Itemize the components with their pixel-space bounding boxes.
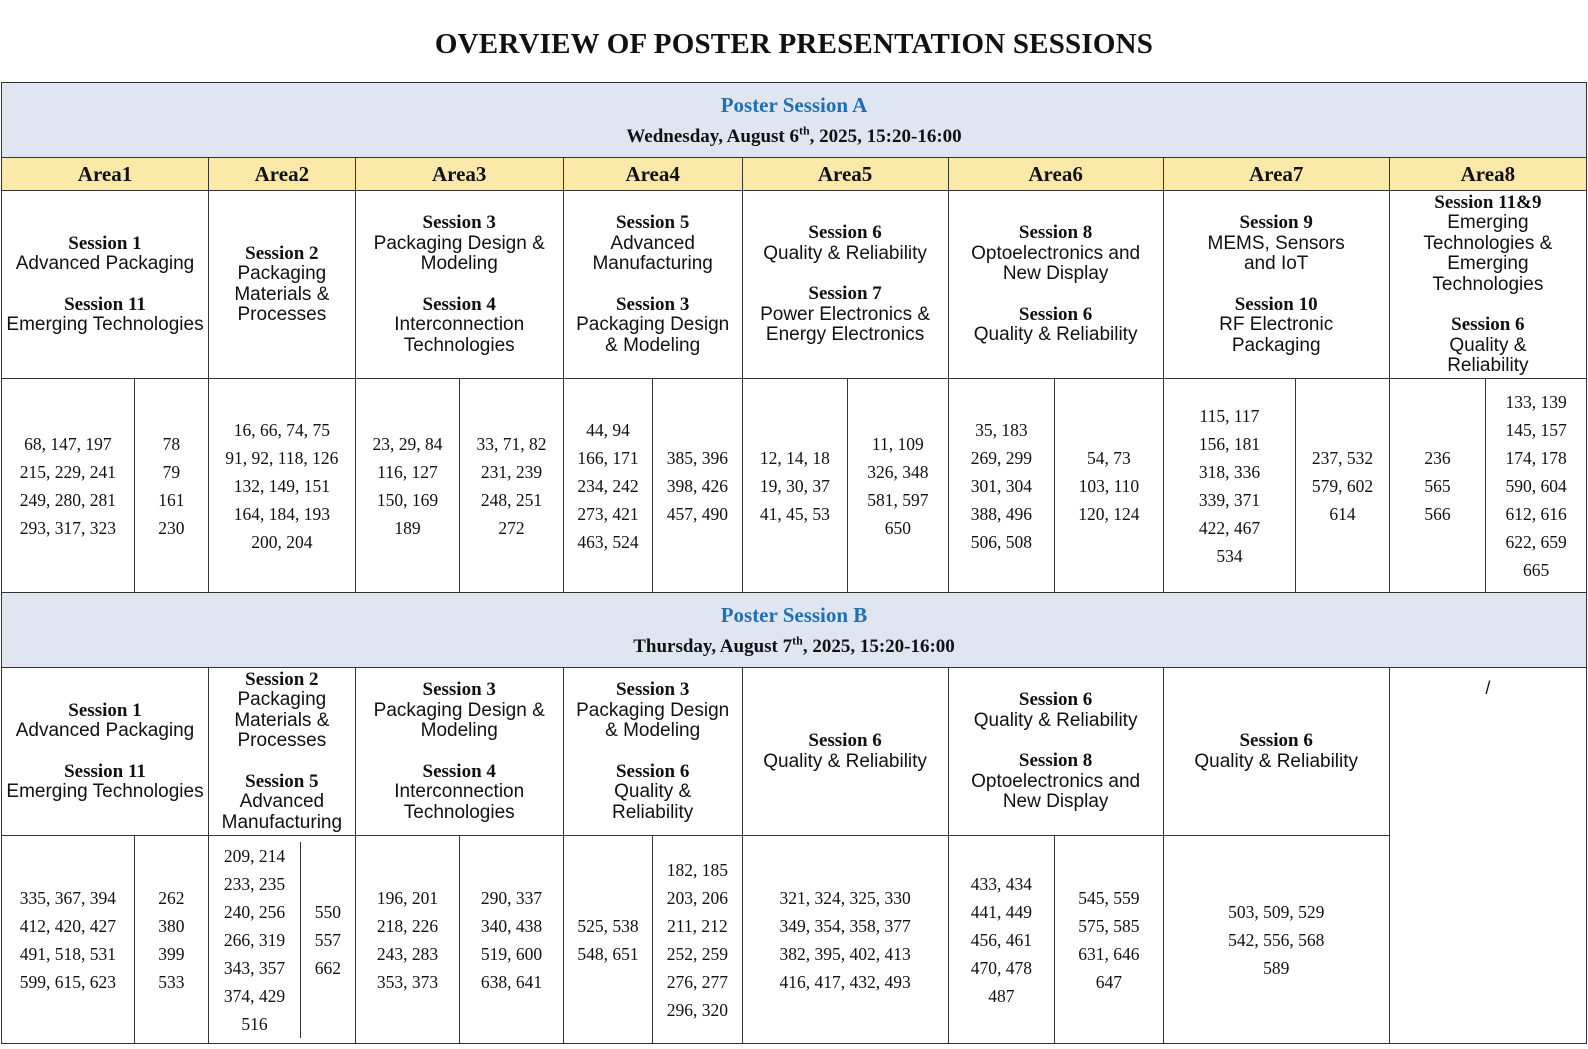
session-name: Emerging Technologies xyxy=(6,781,204,802)
session-a-date: Wednesday, August 6th, 2025, 15:20-16:00 xyxy=(626,123,962,147)
session-cell xyxy=(948,191,1163,379)
session-label: Session 3 xyxy=(615,293,690,315)
session-name: Packaging Materials & Processes xyxy=(234,263,330,325)
session-label: Session 9 xyxy=(1239,212,1313,233)
session-name: Advanced Manufacturing xyxy=(592,232,713,274)
paper-numbers: 33, 71, 82 231, 239 248, 251 272 xyxy=(460,379,564,593)
session-label: Session 6 xyxy=(1018,689,1093,711)
session-label: Session 6 xyxy=(1451,314,1525,335)
session-label: Session 2 xyxy=(245,668,319,690)
session-label: Session 1 xyxy=(68,232,142,254)
paper-numbers: 78 79 161 230 xyxy=(134,379,208,593)
session-label: Session 6 xyxy=(808,730,882,751)
session-label: Session 11 xyxy=(64,293,146,315)
paper-numbers: 196, 201 218, 226 243, 283 353, 373 xyxy=(355,836,460,1044)
session-b-header xyxy=(2,593,1587,668)
session-cell xyxy=(209,668,356,836)
session-b-title: Poster Session B xyxy=(720,602,868,627)
session-label: Session 6 xyxy=(1018,303,1093,325)
paper-numbers: 209, 214 233, 235 240, 256 266, 319 343, 357 374, 429 516 xyxy=(209,842,301,1038)
paper-numbers: 321, 324, 325, 330 349, 354, 358, 377 382, 395, 402, 413 416, 417, 432, 493 xyxy=(742,836,948,1044)
session-name: Packaging Design & Modeling xyxy=(576,314,730,356)
session-label: Session 4 xyxy=(422,293,496,315)
session-name: RF Electronic Packaging xyxy=(1219,314,1334,356)
session-label: Session 6 xyxy=(615,760,690,782)
session-name: Quality & Reliability xyxy=(973,709,1138,731)
area-header: Area2 xyxy=(209,158,356,191)
session-label: Session 8 xyxy=(1018,222,1093,244)
session-cell xyxy=(948,668,1163,836)
session-label: Session 2 xyxy=(245,242,319,264)
area-header: Area4 xyxy=(563,158,742,191)
session-cell xyxy=(742,191,948,379)
session-b-date: Thursday, August 7th, 2025, 15:20-16:00 xyxy=(633,633,955,657)
paper-numbers: 545, 559 575, 585 631, 646 647 xyxy=(1055,836,1164,1044)
session-cell xyxy=(1389,191,1586,379)
session-name: Quality & Reliability xyxy=(612,781,694,823)
area-header: Area3 xyxy=(355,158,563,191)
session-name: Optoelectronics and New Display xyxy=(971,242,1141,285)
area-header: Area7 xyxy=(1163,158,1389,191)
area-header: Area6 xyxy=(948,158,1163,191)
paper-numbers: 262 380 399 533 xyxy=(134,836,208,1044)
session-name: Emerging Technologies xyxy=(6,314,204,335)
paper-numbers: 525, 538 548, 651 xyxy=(563,836,652,1044)
paper-numbers: 550 557 662 xyxy=(314,901,341,978)
session-cell xyxy=(2,191,209,379)
session-label: Session 6 xyxy=(1239,730,1313,751)
paper-numbers: 290, 337 340, 438 519, 600 638, 641 xyxy=(460,836,564,1044)
session-name: Quality & Reliability xyxy=(1447,334,1529,376)
session-label: Session 1 xyxy=(68,699,142,721)
session-name: Quality & Reliability xyxy=(763,750,927,772)
session-name: Interconnection Technologies xyxy=(394,781,525,823)
session-label: Session 7 xyxy=(808,283,882,305)
session-name: Advanced Packaging xyxy=(15,720,195,741)
session-name: MEMS, Sensors and IoT xyxy=(1207,232,1345,274)
session-label: Session 5 xyxy=(245,770,319,792)
session-name: Optoelectronics and New Display xyxy=(971,770,1141,813)
session-cell xyxy=(742,668,948,836)
paper-numbers: 503, 509, 529 542, 556, 568 589 xyxy=(1163,836,1389,1044)
session-cell xyxy=(563,668,742,836)
session-name: Advanced Packaging xyxy=(15,253,195,274)
session-cell xyxy=(355,668,563,836)
session-name: Quality & Reliability xyxy=(973,324,1138,346)
session-label: Session 8 xyxy=(1018,750,1093,772)
session-cell xyxy=(2,668,209,836)
session-name: Emerging Technologies & Emerging Technologies xyxy=(1423,212,1553,295)
session-label: Session 3 xyxy=(422,212,496,233)
page-title: OVERVIEW OF POSTER PRESENTATION SESSIONS xyxy=(434,28,1154,60)
session-label: Session 4 xyxy=(422,760,496,782)
session-name: Quality & Reliability xyxy=(1194,750,1359,772)
session-label: Session 5 xyxy=(615,212,690,233)
paper-numbers: 182, 185 203, 206 211, 212 252, 259 276, 277 296, 320 xyxy=(653,836,742,1044)
session-label: Session 11 xyxy=(64,760,146,782)
paper-numbers: 12, 14, 18 19, 30, 37 41, 45, 53 xyxy=(742,379,848,593)
session-a-header xyxy=(2,83,1587,158)
paper-numbers: 54, 73 103, 110 120, 124 xyxy=(1055,379,1164,593)
paper-numbers: 11, 109 326, 348 581, 597 650 xyxy=(848,379,948,593)
session-cell xyxy=(355,191,563,379)
session-name: Packaging Design & Modeling xyxy=(373,699,545,741)
session-label: Session 6 xyxy=(808,222,882,244)
poster-sessions-table xyxy=(1,82,1587,1044)
session-cell xyxy=(209,191,356,379)
paper-numbers: 385, 396 398, 426 457, 490 xyxy=(653,379,742,593)
session-label: Session 11&9 xyxy=(1434,191,1542,213)
session-name: Power Electronics & Energy Electronics xyxy=(760,303,931,346)
paper-numbers: 115, 117 156, 181 318, 336 339, 371 422, 467 534 xyxy=(1163,379,1296,593)
area-header: Area5 xyxy=(742,158,948,191)
area-header: Area1 xyxy=(2,158,209,191)
session-label: Session 3 xyxy=(615,679,690,700)
paper-numbers: 237, 532 579, 602 614 xyxy=(1296,379,1389,593)
area-header: Area8 xyxy=(1389,158,1586,191)
paper-numbers: 23, 29, 84 116, 127 150, 169 189 xyxy=(355,379,460,593)
session-label: Session 3 xyxy=(422,679,496,700)
session-name: Quality & Reliability xyxy=(763,242,927,264)
session-cell xyxy=(563,191,742,379)
paper-numbers: 236 565 566 xyxy=(1389,379,1485,593)
paper-numbers: 335, 367, 394 412, 420, 427 491, 518, 531 599, 615, 623 xyxy=(2,836,135,1044)
paper-numbers-pair xyxy=(209,836,356,1044)
session-cell xyxy=(1163,191,1389,379)
paper-numbers: 35, 183 269, 299 301, 304 388, 496 506, 508 xyxy=(948,379,1055,593)
session-name: Interconnection Technologies xyxy=(394,314,525,356)
session-name: Packaging Design & Modeling xyxy=(576,699,730,741)
paper-numbers: 68, 147, 197 215, 229, 241 249, 280, 281 293, 317, 323 xyxy=(2,379,135,593)
session-name: Packaging Materials & Processes xyxy=(234,689,330,752)
session-cell xyxy=(1163,668,1389,836)
session-name: Packaging Design & Modeling xyxy=(373,232,545,274)
session-a-title: Poster Session A xyxy=(720,92,868,117)
paper-numbers: 433, 434 441, 449 456, 461 470, 478 487 xyxy=(948,836,1055,1044)
area8-empty-cell: / xyxy=(1389,668,1586,1044)
paper-numbers: 133, 139 145, 157 174, 178 590, 604 612, 616 622, 659 665 xyxy=(1486,379,1587,593)
paper-numbers: 44, 94 166, 171 234, 242 273, 421 463, 524 xyxy=(563,379,652,593)
paper-numbers: 16, 66, 74, 75 91, 92, 118, 126 132, 149, 151 164, 184, 193 200, 204 xyxy=(209,379,356,593)
session-label: Session 10 xyxy=(1234,293,1318,315)
session-name: Advanced Manufacturing xyxy=(221,791,343,833)
